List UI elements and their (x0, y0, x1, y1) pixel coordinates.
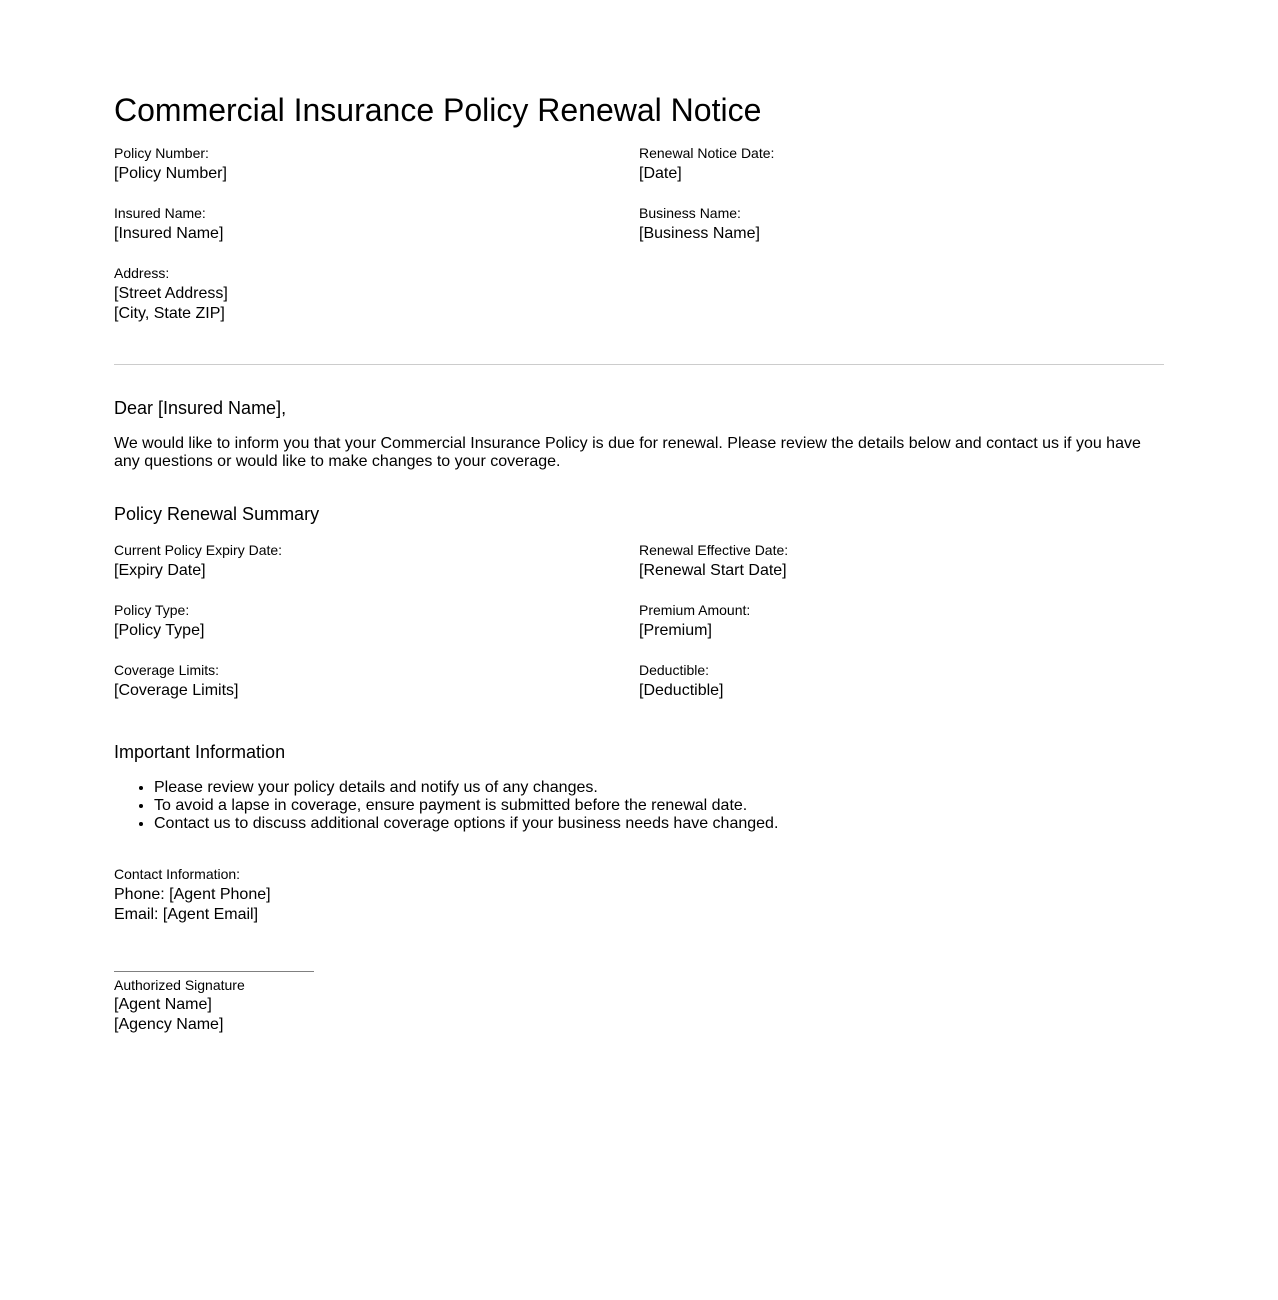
premium-amount-field (639, 602, 1139, 641)
important-information-list (114, 779, 778, 833)
agent-name: [Agent Name] (114, 996, 212, 1013)
policy-type-label: Policy Type: (114, 602, 190, 618)
contact-information (114, 866, 271, 925)
renewal-notice-date-value: [Date] (639, 165, 682, 182)
list-item: • Please review your policy details and notify us of any changes. (154, 779, 778, 797)
agency-name: [Agency Name] (114, 1016, 224, 1033)
list-item: • To avoid a lapse in coverage, ensure payment is submitted before the renewal date. (154, 797, 778, 815)
salutation: Dear [Insured Name], (114, 398, 287, 418)
policy-renewal-summary-heading: Policy Renewal Summary (114, 504, 320, 524)
contact-information-label: Contact Information: (114, 866, 241, 882)
intro-paragraph: We would like to inform you that your Commercial Insurance Policy is due for renewal. Please review the details below and contact us if you have any questions or would like to make changes to your coverage. (114, 435, 1141, 470)
section-divider (114, 364, 1164, 365)
coverage-limits-value: [Coverage Limits] (114, 682, 239, 699)
deductible-label: Deductible: (639, 662, 710, 678)
renewal-effective-date-value: [Renewal Start Date] (639, 562, 787, 579)
renewal-effective-date-field (639, 542, 1139, 581)
policy-number-value: [Policy Number] (114, 165, 227, 182)
expiry-date-value: [Expiry Date] (114, 562, 206, 579)
policy-number-field (114, 145, 614, 184)
business-name-field (639, 205, 1139, 244)
deductible-field (639, 662, 1139, 701)
important-information-heading: Important Information (114, 742, 286, 762)
renewal-notice-date-field (639, 145, 1139, 184)
signature-line (114, 971, 314, 972)
policy-type-field (114, 602, 614, 641)
city-state-zip-value: [City, State ZIP] (114, 305, 225, 322)
renewal-effective-date-label: Renewal Effective Date: (639, 542, 789, 558)
address-field (114, 265, 614, 324)
expiry-date-label: Current Policy Expiry Date: (114, 542, 283, 558)
street-address-value: [Street Address] (114, 285, 228, 302)
insured-name-field (114, 205, 614, 244)
policy-type-value: [Policy Type] (114, 622, 205, 639)
expiry-date-field (114, 542, 614, 581)
coverage-limits-label: Coverage Limits: (114, 662, 220, 678)
agent-email: Email: [Agent Email] (114, 906, 259, 923)
business-name-value: [Business Name] (639, 225, 760, 242)
list-item: • Contact us to discuss additional coverage options if your business needs have changed. (154, 815, 778, 833)
premium-amount-value: [Premium] (639, 622, 712, 639)
agent-phone: Phone: [Agent Phone] (114, 886, 271, 903)
signature-block (114, 971, 314, 1035)
address-label: Address: (114, 265, 170, 281)
insured-name-value: [Insured Name] (114, 225, 224, 242)
coverage-limits-field (114, 662, 614, 701)
deductible-value: [Deductible] (639, 682, 724, 699)
premium-amount-label: Premium Amount: (639, 602, 751, 618)
insured-name-label: Insured Name: (114, 205, 206, 221)
page-title: Commercial Insurance Policy Renewal Notice (114, 92, 762, 128)
renewal-notice-date-label: Renewal Notice Date: (639, 145, 775, 161)
policy-number-label: Policy Number: (114, 145, 209, 161)
business-name-label: Business Name: (639, 205, 741, 221)
authorized-signature-label: Authorized Signature (114, 977, 245, 993)
